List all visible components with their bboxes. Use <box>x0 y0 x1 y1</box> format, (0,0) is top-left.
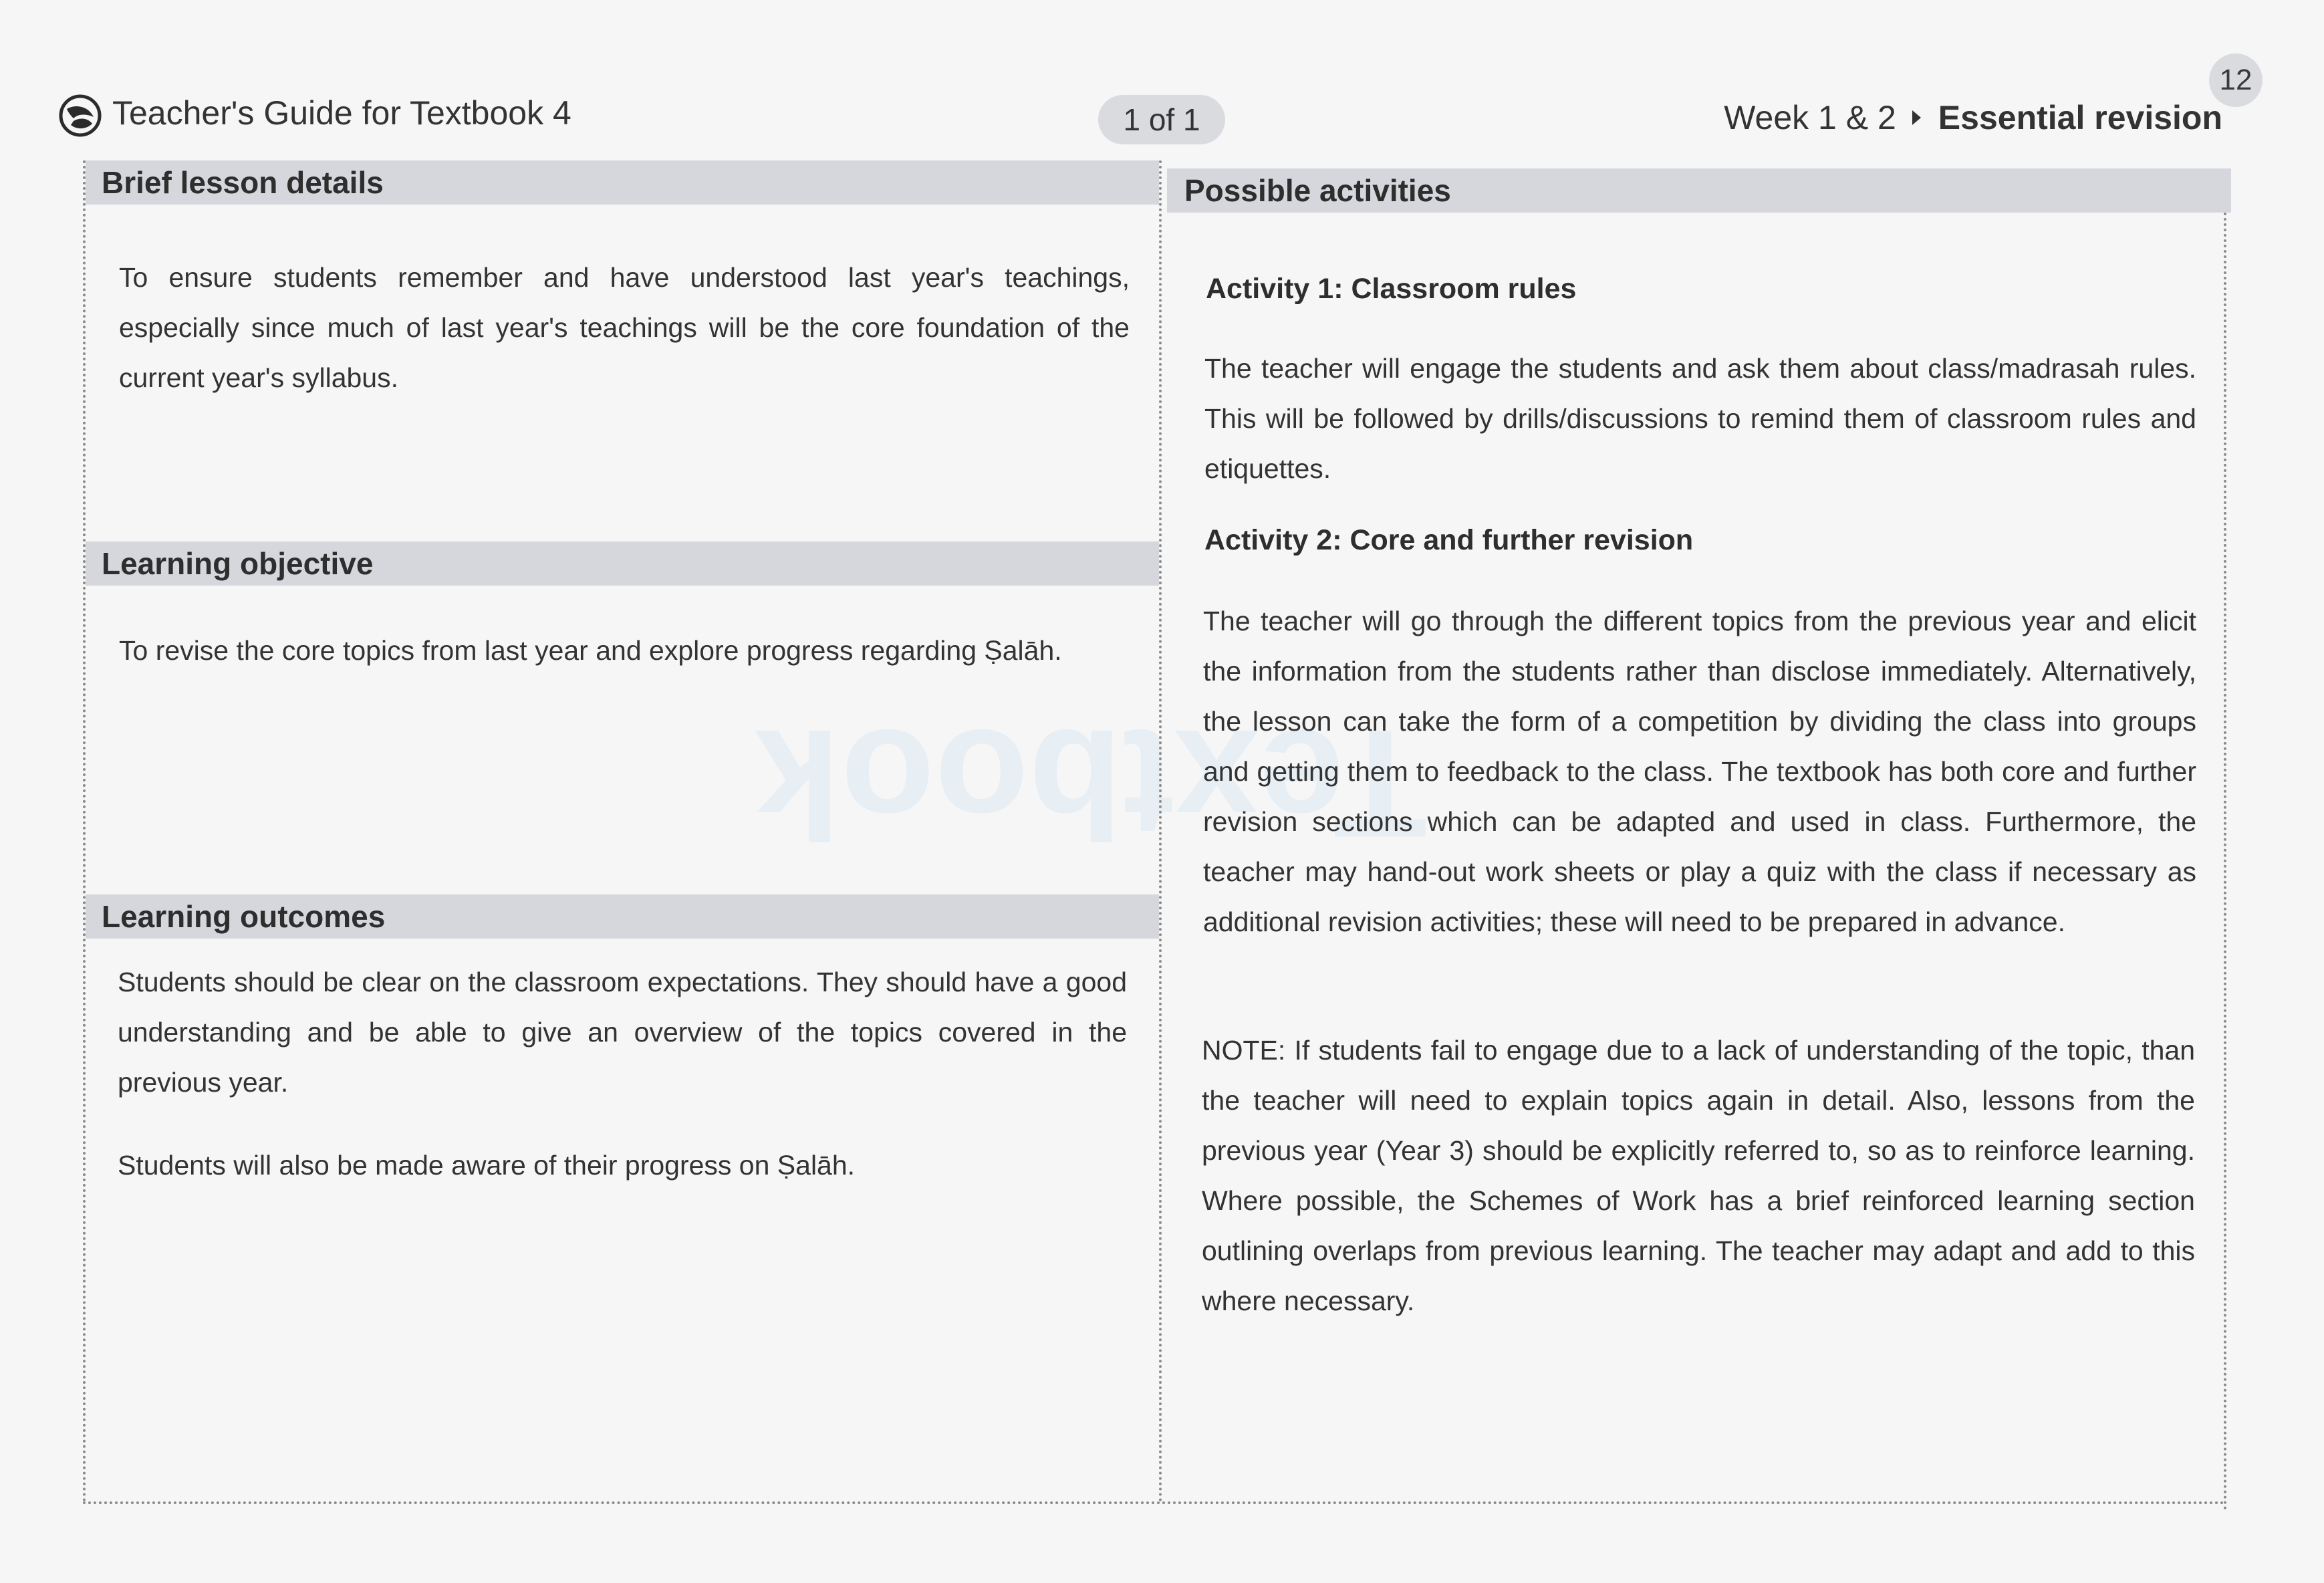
activity2-title: Activity 2: Core and further revision <box>1204 524 1694 556</box>
possible-activities-heading: Possible activities <box>1167 168 2231 213</box>
breadcrumb-section: Essential revision <box>1938 99 2222 136</box>
page-indicator: 1 of 1 <box>1098 95 1225 144</box>
watermark-text: Textbook <box>755 698 1428 870</box>
learning-outcomes-paragraph-salah: Students will also be made aware of their progress on Ṣalāh. <box>118 1150 856 1181</box>
breadcrumb <box>1724 98 2222 137</box>
learning-objective-text: To revise the core topics from last year and explore progress regarding Ṣalāh. <box>119 635 1062 666</box>
logo-icon <box>59 94 102 137</box>
page-number-badge: 12 <box>2209 53 2263 107</box>
activity2-text: The teacher will go through the different topics from the previous year and elicit the information from the students rather than disclose immediately. Alternatively, the lesson can take the form of a competition by dividing the class into groups and getting them to feedback to the class. The textbook has both core and further revision sections which can be adapted and used in class. Furthermore, the teacher may hand-out work sheets or play a quiz with the class if necessary as additional revision activities; these will need to be prepared in advance. <box>1203 606 2196 937</box>
breadcrumb-week: Week 1 & 2 <box>1724 99 1896 136</box>
note-text: NOTE: If students fail to engage due to a lack of understanding of the topic, than the teacher will need to explain topics again in detail. Also, lessons from the previous year (Year 3) should be explicitly referred to, so as to reinforce learning. Where possible, the Schemes of Work has a brief reinforced learning section outlining overlaps from previous learning. The teacher may adapt and add to this where necessary. <box>1202 1035 2195 1316</box>
left-border <box>83 160 86 1503</box>
activity1-title: Activity 1: Classroom rules <box>1206 273 1577 305</box>
activity1-text: The teacher will engage the students and ask them about class/madrasah rules. This will be followed by drills/discussions to remind them of classroom rules and etiquettes. <box>1204 353 2196 484</box>
column-divider <box>1159 160 1162 1503</box>
brief-lesson-text: To ensure students remember and have understood last year's teachings, especially since much of last year's teachings will be the core foundation of the current year's syllabus. <box>119 262 1130 393</box>
guide-title: Teacher's Guide for Textbook 4 <box>112 94 571 132</box>
bottom-border <box>83 1501 2226 1504</box>
learning-objective-heading: Learning objective <box>86 541 1159 586</box>
brief-lesson-heading: Brief lesson details <box>86 160 1159 205</box>
right-border <box>2224 207 2226 1511</box>
learning-outcomes-heading: Learning outcomes <box>86 894 1159 939</box>
learning-outcomes-paragraph: Students should be clear on the classroom expectations. They should have a good understanding and be able to give an overview of the topics covered in the previous year. <box>118 967 1127 1098</box>
breadcrumb-arrow-icon <box>1912 110 1921 125</box>
